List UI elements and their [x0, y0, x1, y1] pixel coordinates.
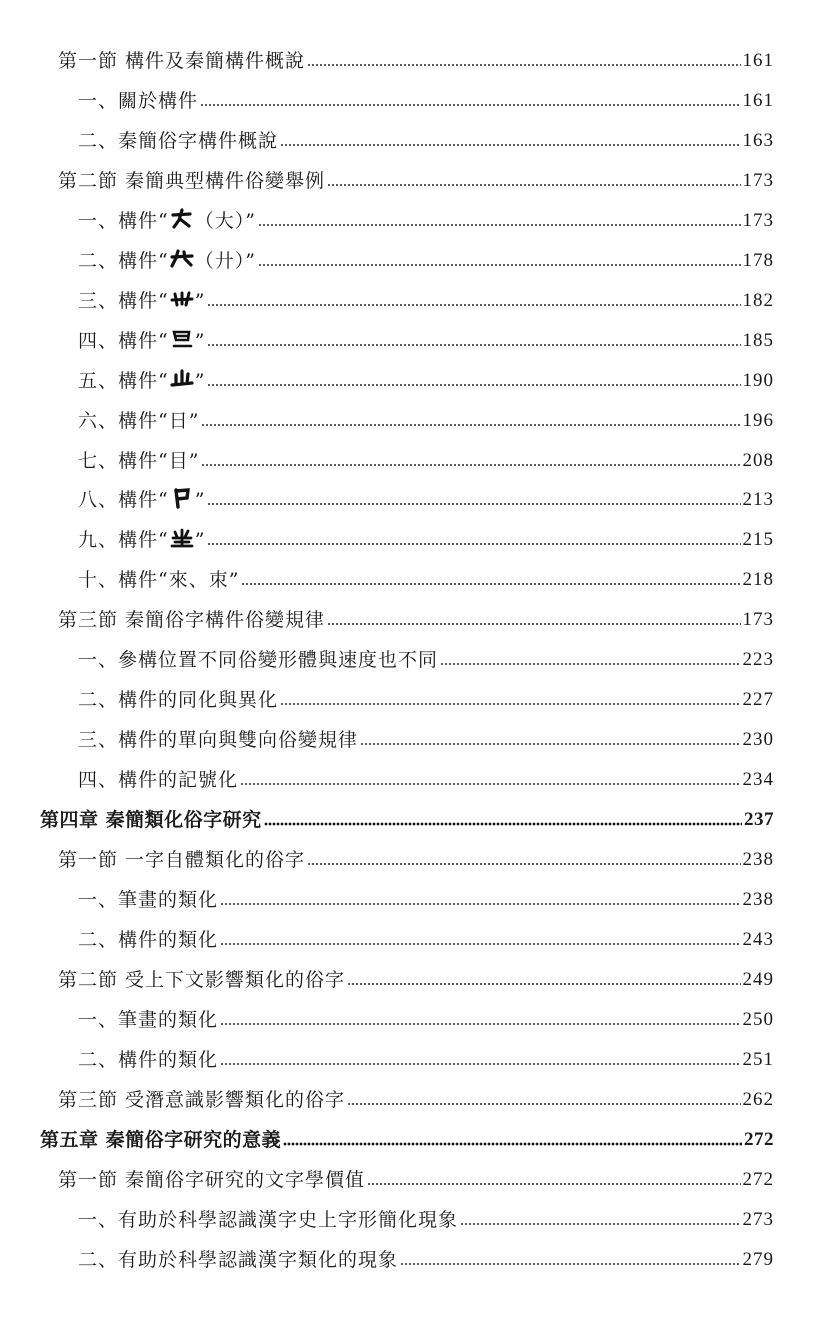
- entry-title: 第一節 一字自體類化的俗字: [58, 849, 306, 871]
- toc-item-entry: [78, 402, 774, 432]
- dot-leader: [220, 1062, 740, 1066]
- entry-title-suffix: ”: [194, 290, 206, 312]
- toc-chapter-entry: [40, 801, 774, 831]
- dot-leader: [207, 502, 740, 506]
- entry-title-suffix: ”: [194, 330, 206, 352]
- dot-leader: [258, 223, 741, 227]
- entry-title: 第五章 秦簡俗字研究的意義: [40, 1129, 282, 1151]
- toc-item-entry: [78, 761, 774, 791]
- toc-item-entry: [78, 561, 774, 591]
- page-number: 279: [742, 1249, 774, 1270]
- entry-title-prefix: 四、構件“: [78, 330, 169, 352]
- entry-title-prefix: 九、構件“: [78, 529, 169, 551]
- entry-title: [78, 288, 205, 312]
- entry-title: 三、構件的單向與雙向俗變規律: [78, 729, 359, 751]
- seal-gong-glyph: [170, 248, 194, 270]
- toc-item-entry: [78, 641, 774, 671]
- dot-leader: [200, 103, 740, 107]
- dot-leader: [347, 982, 740, 986]
- page-number: 230: [742, 729, 774, 750]
- toc-item-entry: [78, 1201, 774, 1231]
- entry-title-suffix: ”: [194, 529, 206, 551]
- dot-leader: [347, 1102, 740, 1106]
- page-number: 273: [742, 1209, 774, 1230]
- entry-title: 一、筆畫的類化: [78, 889, 219, 911]
- entry-title: 第三節 受潛意識影響類化的俗字: [58, 1089, 346, 1111]
- toc-item-entry: [78, 82, 774, 112]
- entry-title: 二、構件的類化: [78, 929, 219, 951]
- dot-leader: [220, 942, 740, 946]
- entry-title: 六、構件“日”: [78, 410, 200, 432]
- dot-leader: [280, 143, 740, 147]
- entry-title: 二、構件的同化與異化: [78, 689, 279, 711]
- dot-leader: [367, 1182, 740, 1186]
- entry-title: [78, 248, 256, 272]
- page-number: 182: [742, 290, 774, 311]
- entry-title: [78, 328, 205, 352]
- toc-item-entry: [78, 202, 774, 232]
- page-number: 223: [742, 649, 774, 670]
- dot-leader: [201, 423, 740, 427]
- entry-title: 七、構件“目”: [78, 450, 200, 472]
- toc-section-entry: [58, 162, 774, 192]
- toc-item-entry: [78, 322, 774, 352]
- entry-title: 十、構件“來、朿”: [78, 569, 240, 591]
- dot-leader: [280, 702, 740, 706]
- toc-item-entry: [78, 1241, 774, 1271]
- toc-section-entry: [58, 1161, 774, 1191]
- toc-section-entry: [58, 961, 774, 991]
- toc-section-entry: [58, 1081, 774, 1111]
- seal-hu-glyph: [170, 487, 194, 509]
- page-number: 238: [742, 849, 774, 870]
- page-number: 250: [742, 1009, 774, 1030]
- entry-title-prefix: 五、構件“: [78, 370, 169, 392]
- page-number: 215: [742, 529, 774, 550]
- dot-leader: [307, 862, 740, 866]
- dot-leader: [360, 742, 740, 746]
- page-number: 234: [742, 769, 774, 790]
- page-number: 196: [742, 410, 774, 431]
- entry-title: [78, 487, 205, 511]
- page-number: 249: [742, 969, 774, 990]
- page-number: 178: [742, 250, 774, 271]
- dot-leader: [460, 1222, 740, 1226]
- toc-item-entry: [78, 721, 774, 751]
- toc-item-entry: [78, 122, 774, 152]
- dot-leader: [307, 63, 740, 67]
- toc-item-entry: [78, 481, 774, 511]
- toc-item-entry: [78, 881, 774, 911]
- entry-title-suffix: ”: [194, 489, 206, 511]
- dot-leader: [283, 1142, 742, 1146]
- entry-title-suffix: （廾）”: [194, 250, 256, 272]
- entry-title: [78, 368, 205, 392]
- entry-title: 二、構件的類化: [78, 1049, 219, 1071]
- seal-cao-glyph: [170, 288, 194, 310]
- seal-sheng-glyph: [170, 527, 194, 549]
- dot-leader: [201, 463, 740, 467]
- dot-leader: [241, 582, 740, 586]
- page-number: 161: [742, 90, 774, 111]
- toc-item-entry: [78, 681, 774, 711]
- toc-item-entry: [78, 1041, 774, 1071]
- entry-title: 第二節 受上下文影響類化的俗字: [58, 969, 346, 991]
- toc-section-entry: [58, 42, 774, 72]
- entry-title-prefix: 二、構件“: [78, 250, 169, 272]
- dot-leader: [327, 622, 740, 626]
- dot-leader: [207, 303, 740, 307]
- toc-section-entry: [58, 601, 774, 631]
- entry-title: 第一節 秦簡俗字研究的文字學價值: [58, 1169, 366, 1191]
- toc-item-entry: [78, 921, 774, 951]
- toc-item-entry: [78, 442, 774, 472]
- entry-title: 第三節 秦簡俗字構件俗變規律: [58, 609, 326, 631]
- dot-leader: [207, 542, 740, 546]
- page-number: 208: [742, 450, 774, 471]
- toc-item-entry: [78, 521, 774, 551]
- seal-da-glyph: [170, 208, 194, 230]
- toc-item-entry: [78, 1001, 774, 1031]
- page-number: 161: [742, 50, 774, 71]
- dot-leader: [220, 902, 740, 906]
- dot-leader: [240, 782, 740, 786]
- dot-leader: [258, 263, 741, 267]
- entry-title: 第二節 秦簡典型構件俗變舉例: [58, 170, 326, 192]
- entry-title-suffix: ”: [194, 370, 206, 392]
- page-number: 272: [744, 1129, 774, 1150]
- entry-title-suffix: （大）”: [194, 210, 256, 232]
- entry-title: [78, 208, 256, 232]
- entry-title: 二、秦簡俗字構件概說: [78, 130, 279, 152]
- entry-title: 一、關於構件: [78, 90, 199, 112]
- dot-leader: [400, 1262, 740, 1266]
- entry-title: 一、筆畫的類化: [78, 1009, 219, 1031]
- page-number: 238: [742, 889, 774, 910]
- seal-zhi-glyph: [170, 368, 194, 390]
- toc-chapter-entry: [40, 1121, 774, 1151]
- seal-dou-glyph: [170, 328, 194, 350]
- entry-title-prefix: 三、構件“: [78, 290, 169, 312]
- entry-title: 第四章 秦簡類化俗字研究: [40, 809, 262, 831]
- page-number: 227: [742, 689, 774, 710]
- dot-leader: [220, 1022, 740, 1026]
- dot-leader: [207, 343, 740, 347]
- page-number: 190: [742, 370, 774, 391]
- entry-title-prefix: 一、構件“: [78, 210, 169, 232]
- page-number: 173: [742, 170, 774, 191]
- entry-title-prefix: 八、構件“: [78, 489, 169, 511]
- toc-item-entry: [78, 242, 774, 272]
- page-number: 272: [742, 1169, 774, 1190]
- page-number: 173: [742, 609, 774, 630]
- page-number: 251: [742, 1049, 774, 1070]
- page-number: 218: [742, 569, 774, 590]
- toc-item-entry: [78, 282, 774, 312]
- dot-leader: [264, 822, 742, 826]
- dot-leader: [207, 383, 740, 387]
- entry-title: 一、參構位置不同俗變形體與速度也不同: [78, 649, 439, 671]
- page-number: 262: [742, 1089, 774, 1110]
- page-number: 237: [744, 809, 774, 830]
- entry-title: 四、構件的記號化: [78, 769, 239, 791]
- entry-title: 二、有助於科學認識漢字類化的現象: [78, 1249, 399, 1271]
- toc-section-entry: [58, 841, 774, 871]
- entry-title: 第一節 構件及秦簡構件概說: [58, 50, 306, 72]
- page-number: 185: [742, 330, 774, 351]
- toc-item-entry: [78, 362, 774, 392]
- dot-leader: [440, 662, 740, 666]
- entry-title: [78, 527, 205, 551]
- page-number: 163: [742, 130, 774, 151]
- entry-title: 一、有助於科學認識漢字史上字形簡化現象: [78, 1209, 459, 1231]
- page-number: 213: [742, 489, 774, 510]
- page-number: 173: [742, 210, 774, 231]
- dot-leader: [327, 183, 740, 187]
- page-number: 243: [742, 929, 774, 950]
